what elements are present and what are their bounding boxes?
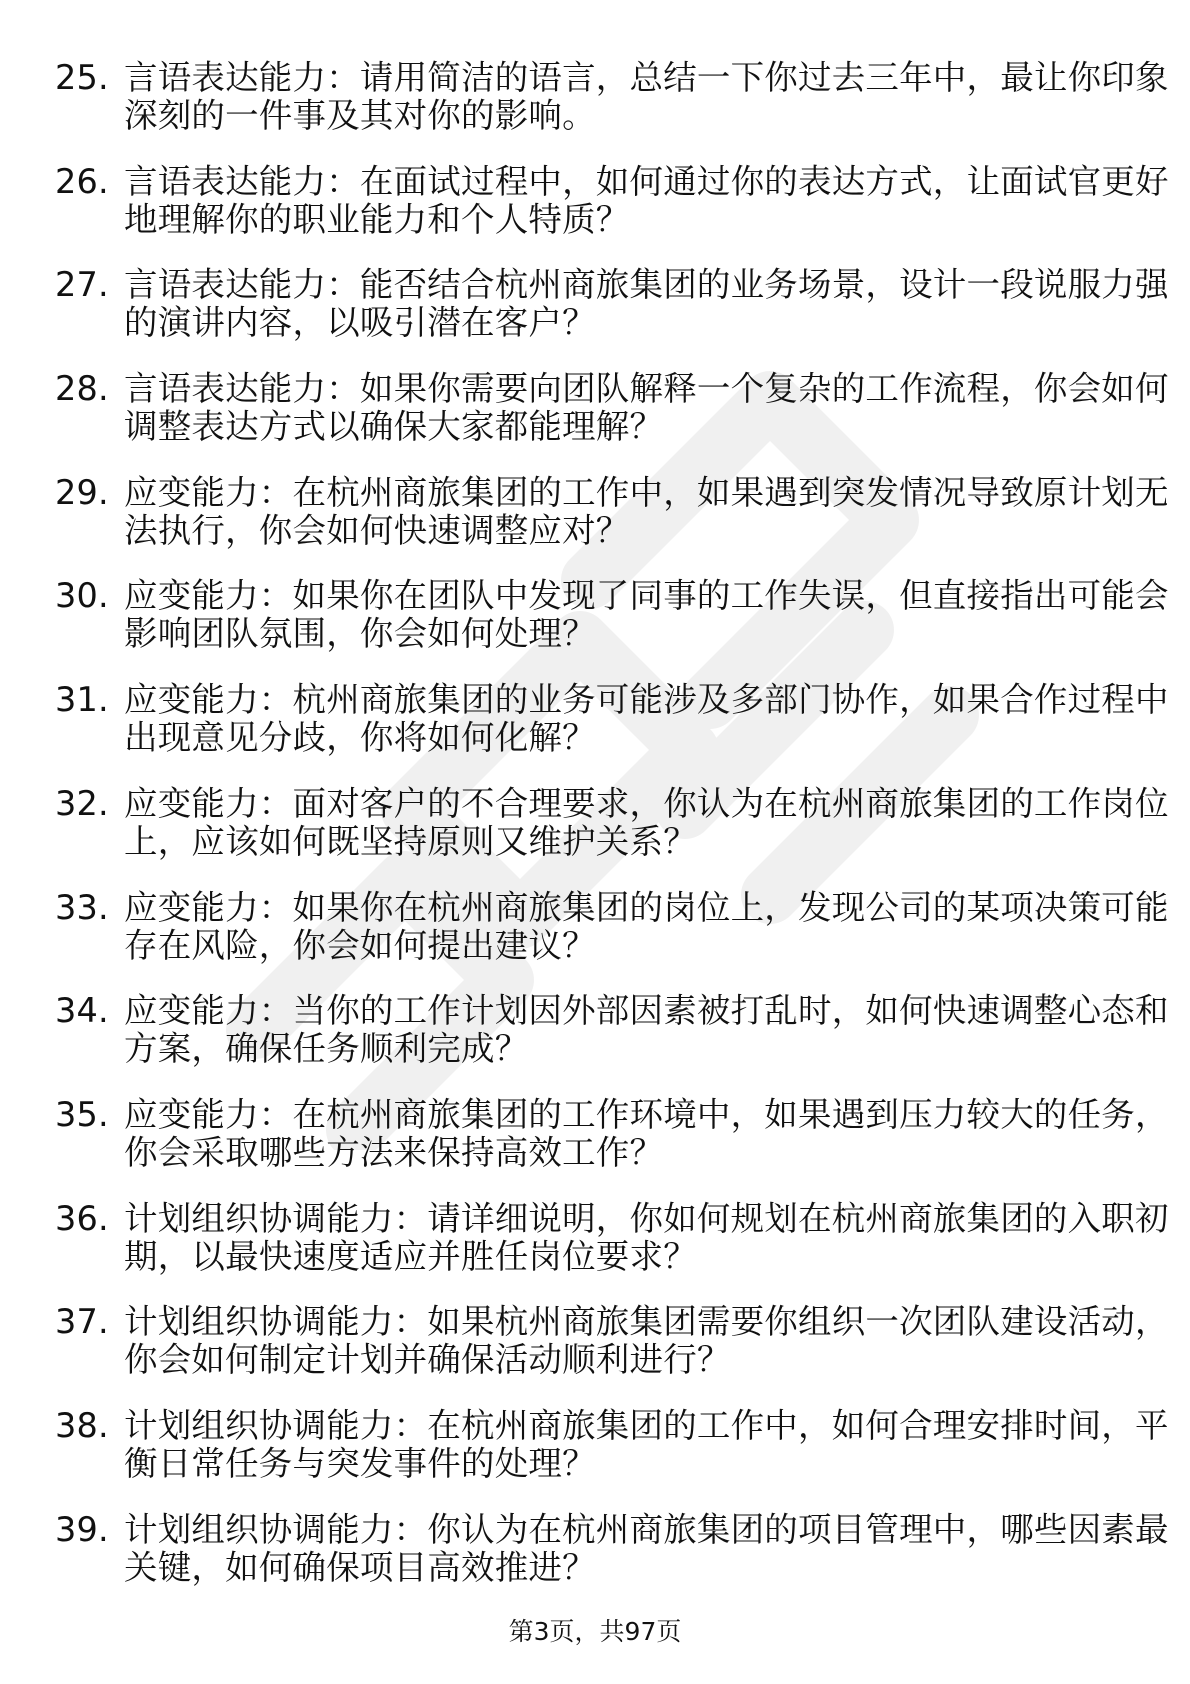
question-item [55, 1087, 1169, 1191]
question-item [55, 50, 1169, 154]
question-text: 言语表达能力：请用简洁的语言，总结一下你过去三年中，最让你印象深刻的一件事及其对你的影响。 [124, 58, 1169, 135]
question-item [55, 1294, 1169, 1398]
question-text: 应变能力：当你的工作计划因外部因素被打乱时，如何快速调整心态和方案，确保任务顺利完成？ [124, 991, 1169, 1069]
page-number-label: 第3页，共97页 [508, 1617, 682, 1646]
question-number: 36. [55, 1198, 109, 1238]
page-footer [0, 1617, 1190, 1647]
question-number: 35. [55, 1094, 109, 1134]
question-item [55, 465, 1169, 569]
question-number: 38. [55, 1405, 109, 1445]
question-list [55, 50, 1169, 1605]
question-item [55, 1191, 1169, 1295]
question-item [55, 361, 1169, 465]
question-item [55, 1398, 1169, 1502]
question-text: 应变能力：在杭州商旅集团的工作环境中，如果遇到压力较大的任务，你会采取哪些方法来保持高效工作？ [124, 1094, 1169, 1172]
question-number: 32. [55, 783, 109, 823]
question-number: 29. [55, 472, 109, 512]
question-text: 计划组织协调能力：你认为在杭州商旅集团的项目管理中，哪些因素最关键，如何确保项目高效推进？ [124, 1509, 1169, 1587]
question-item [55, 880, 1169, 984]
question-item [55, 983, 1169, 1087]
question-text: 应变能力：在杭州商旅集团的工作中，如果遇到突发情况导致原计划无法执行，你会如何快速调整应对？ [124, 472, 1169, 550]
question-item [55, 776, 1169, 880]
question-text: 应变能力：如果你在杭州商旅集团的岗位上，发现公司的某项决策可能存在风险，你会如何提出建议？ [124, 887, 1169, 965]
question-item [55, 154, 1169, 258]
question-number: 30. [55, 576, 109, 616]
question-number: 33. [55, 887, 109, 927]
question-text: 应变能力：面对客户的不合理要求，你认为在杭州商旅集团的工作岗位上，应该如何既坚持原则又维护关系？ [124, 783, 1169, 861]
question-item [55, 568, 1169, 672]
question-item [55, 257, 1169, 361]
question-number: 39. [55, 1509, 109, 1549]
question-number: 26. [55, 161, 109, 201]
question-number: 31. [55, 680, 109, 720]
question-number: 28. [55, 369, 109, 409]
question-text: 计划组织协调能力：请详细说明，你如何规划在杭州商旅集团的入职初期，以最快速度适应并胜任岗位要求？ [124, 1198, 1169, 1276]
question-item [55, 1502, 1169, 1606]
question-text: 应变能力：如果你在团队中发现了同事的工作失误，但直接指出可能会影响团队氛围，你会如何处理？ [124, 576, 1169, 654]
question-text: 计划组织协调能力：在杭州商旅集团的工作中，如何合理安排时间，平衡日常任务与突发事件的处理？ [124, 1405, 1169, 1483]
question-text: 言语表达能力：在面试过程中，如何通过你的表达方式，让面试官更好地理解你的职业能力和个人特质？ [124, 161, 1169, 239]
question-text: 言语表达能力：能否结合杭州商旅集团的业务场景，设计一段说服力强的演讲内容，以吸引潜在客户？ [124, 265, 1169, 343]
question-number: 37. [55, 1302, 109, 1342]
question-number: 34. [55, 991, 109, 1031]
question-number: 25. [55, 58, 109, 97]
question-text: 应变能力：杭州商旅集团的业务可能涉及多部门协作，如果合作过程中出现意见分歧，你将如何化解？ [124, 680, 1169, 758]
question-text: 计划组织协调能力：如果杭州商旅集团需要你组织一次团队建设活动，你会如何制定计划并确保活动顺利进行？ [124, 1302, 1169, 1380]
question-text: 言语表达能力：如果你需要向团队解释一个复杂的工作流程，你会如何调整表达方式以确保大家都能理解？ [124, 369, 1169, 447]
question-number: 27. [55, 265, 109, 305]
question-item [55, 672, 1169, 776]
